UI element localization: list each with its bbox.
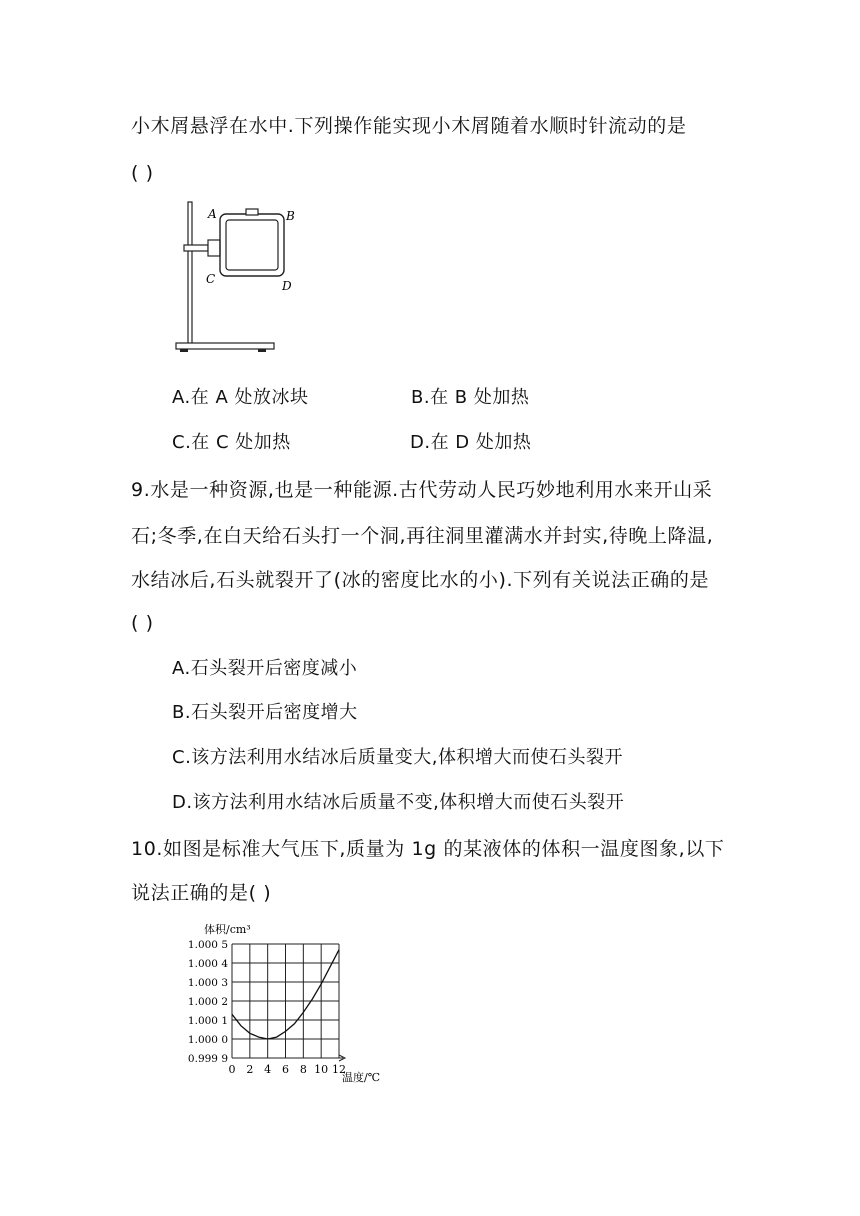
x-tick-label: 10: [314, 1063, 329, 1076]
x-axis-arrow: [339, 1055, 345, 1061]
q9-option-a: A.石头裂开后密度减小: [172, 658, 358, 679]
volume-temperature-chart: [180, 922, 410, 1094]
q10-stem-line-1: 10.如图是标准大气压下,质量为 1g 的某液体的体积一温度图象,以下: [131, 838, 725, 860]
label-C: C: [206, 272, 216, 286]
q10-stem-line-2: 说法正确的是( ): [131, 882, 272, 904]
y-tick-label: 0.999 9: [187, 1053, 228, 1065]
label-B: B: [286, 209, 295, 223]
stand-base: [176, 343, 274, 349]
q9-option-d: D.该方法利用水结冰后质量不变,体积增大而使石头裂开: [172, 792, 625, 813]
tube-cap: [246, 209, 258, 215]
clamp: [184, 245, 208, 251]
q9-option-c: C.该方法利用水结冰后质量变大,体积增大而使石头裂开: [172, 747, 624, 768]
y-tick-label: 1.000 1: [187, 1015, 228, 1027]
q8-option-c: C.在 C 处加热: [172, 432, 291, 453]
q8-stem-line: 小木屑悬浮在水中.下列操作能实现小木屑随着水顺时针流动的是: [131, 115, 687, 137]
q9-option-b: B.石头裂开后密度增大: [172, 702, 358, 723]
x-tick-label: 12: [332, 1063, 346, 1076]
q8-option-d: D.在 D 处加热: [410, 432, 532, 453]
y-tick-label: 1.000 0: [187, 1034, 228, 1046]
x-tick-label: 4: [264, 1063, 272, 1076]
x-tick-label: 6: [282, 1063, 289, 1076]
y-axis-label: 体积/cm³: [204, 923, 251, 936]
q8-option-a: A.在 A 处放冰块: [172, 387, 309, 408]
y-tick-label: 1.000 2: [187, 996, 228, 1008]
y-tick-label: 1.000 3: [187, 977, 228, 989]
y-tick-label: 1.000 5: [187, 939, 228, 951]
q9-stem-line-1: 9.水是一种资源,也是一种能源.古代劳动人民巧妙地利用水来开山采: [131, 479, 713, 501]
glass-tube-outer: [220, 214, 284, 276]
q8-answer-bracket: ( ): [131, 162, 154, 184]
x-tick-label: 8: [299, 1063, 307, 1076]
x-tick-label: 2: [246, 1063, 254, 1076]
stand-rod: [188, 202, 192, 346]
x-axis-label: 温度/℃: [342, 1071, 381, 1084]
label-A: A: [208, 207, 217, 221]
y-tick-label: 1.000 4: [187, 958, 228, 970]
glass-tube-inner: [226, 220, 278, 270]
q9-answer-bracket: ( ): [131, 612, 154, 634]
x-tick-label: 0: [228, 1063, 236, 1076]
q8-apparatus-figure: [170, 198, 295, 360]
label-D: D: [282, 279, 292, 293]
q9-stem-line-2: 石;冬季,在白天给石头打一个洞,再往洞里灌满水并封实,待晚上降温,: [131, 525, 714, 547]
q9-stem-line-3: 水结冰后,石头就裂开了(冰的密度比水的小).下列有关说法正确的是: [131, 569, 710, 591]
q8-option-b: B.在 B 处加热: [411, 387, 530, 408]
